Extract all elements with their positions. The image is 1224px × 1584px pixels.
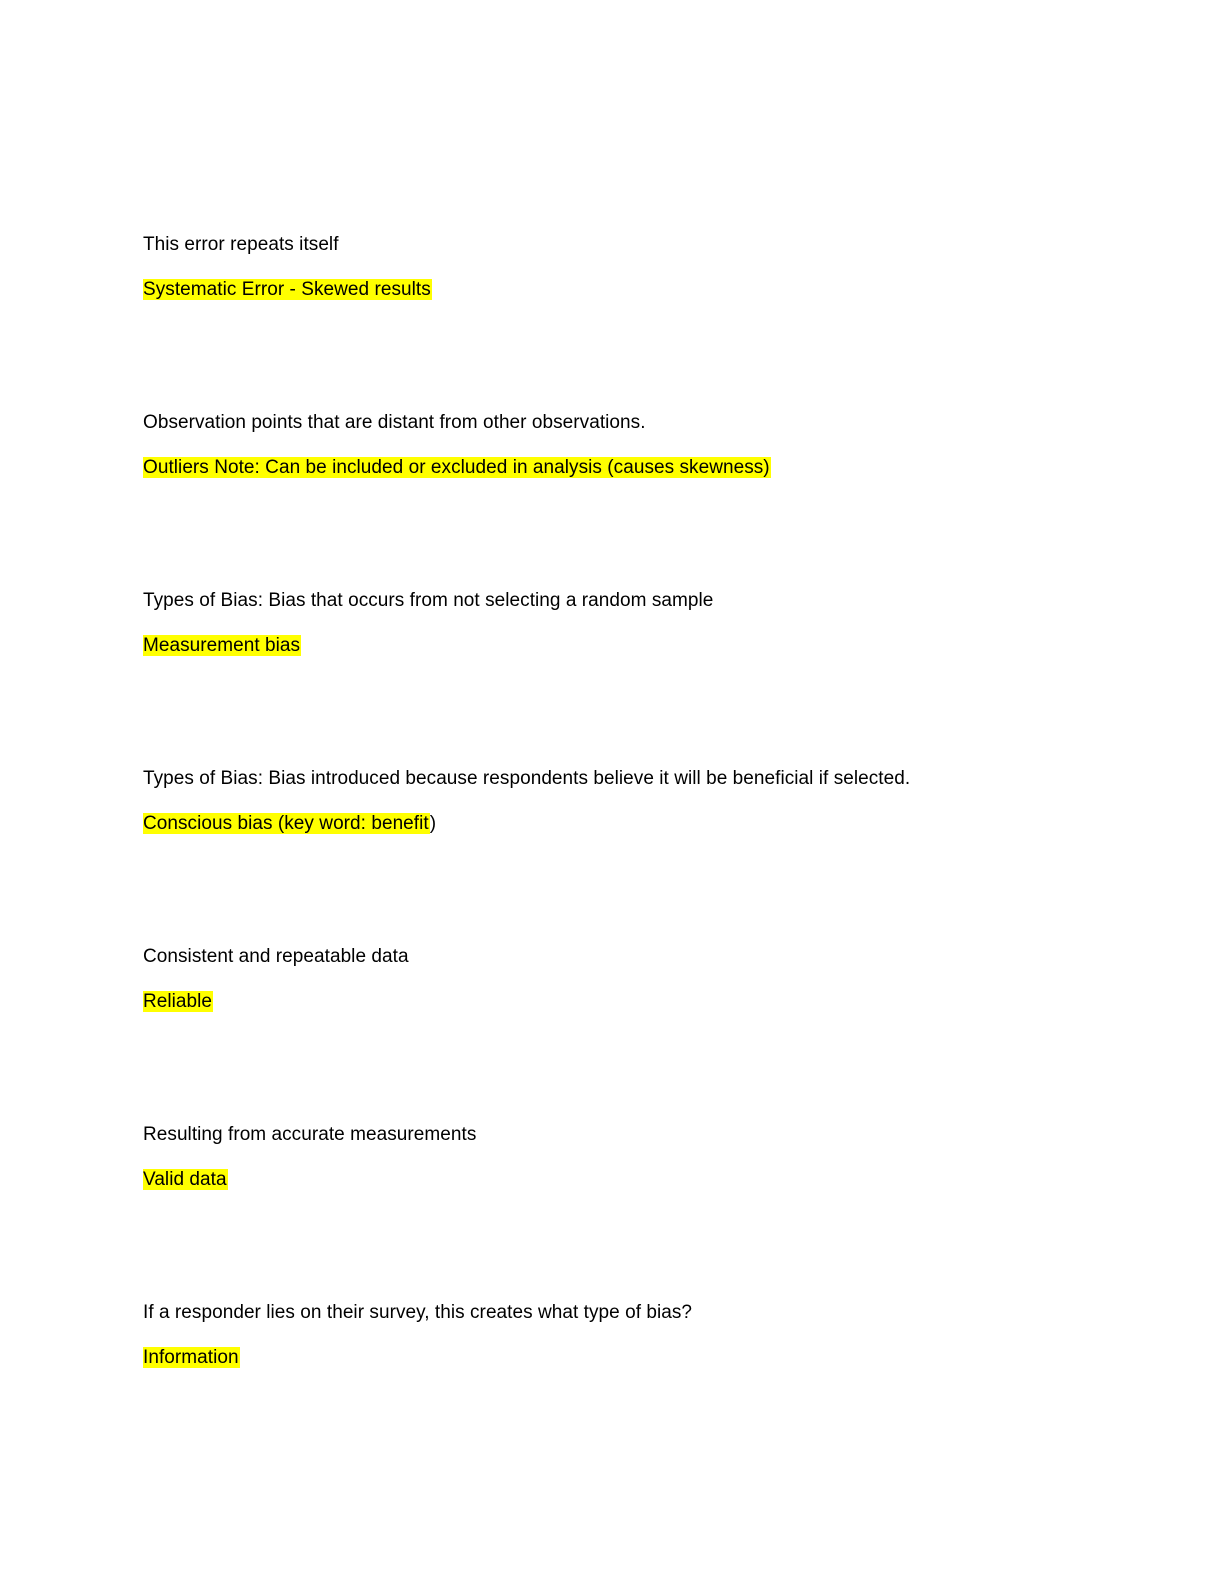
question-text: Consistent and repeatable data [143, 946, 409, 967]
answer-highlight: Systematic Error - Skewed results [143, 279, 431, 300]
answer-line [143, 1346, 240, 1370]
answer-highlight: Outliers Note: Can be included or excluded in analysis (causes skewness) [143, 457, 770, 478]
answer-line [143, 990, 213, 1014]
answer-highlight: Valid data [143, 1169, 227, 1190]
answer-highlight: Conscious bias (key word: benefit [143, 813, 429, 834]
answer-highlight: Reliable [143, 991, 213, 1012]
question-text: If a responder lies on their survey, this creates what type of bias? [143, 1302, 693, 1323]
answer-line [143, 278, 432, 302]
question-text: Types of Bias: Bias introduced because respondents believe it will be beneficial if selected. [143, 768, 911, 789]
answer-line [143, 456, 771, 480]
answer-suffix: ) [429, 813, 437, 834]
question-text: This error repeats itself [143, 234, 339, 255]
question-text: Observation points that are distant from other observations. [143, 412, 646, 433]
question-text: Types of Bias: Bias that occurs from not selecting a random sample [143, 590, 714, 611]
answer-highlight: Measurement bias [143, 635, 301, 656]
answer-line [143, 634, 301, 658]
answer-line [143, 1168, 228, 1192]
answer-line [143, 812, 436, 836]
question-text: Resulting from accurate measurements [143, 1124, 477, 1145]
answer-highlight: Information [143, 1347, 239, 1368]
